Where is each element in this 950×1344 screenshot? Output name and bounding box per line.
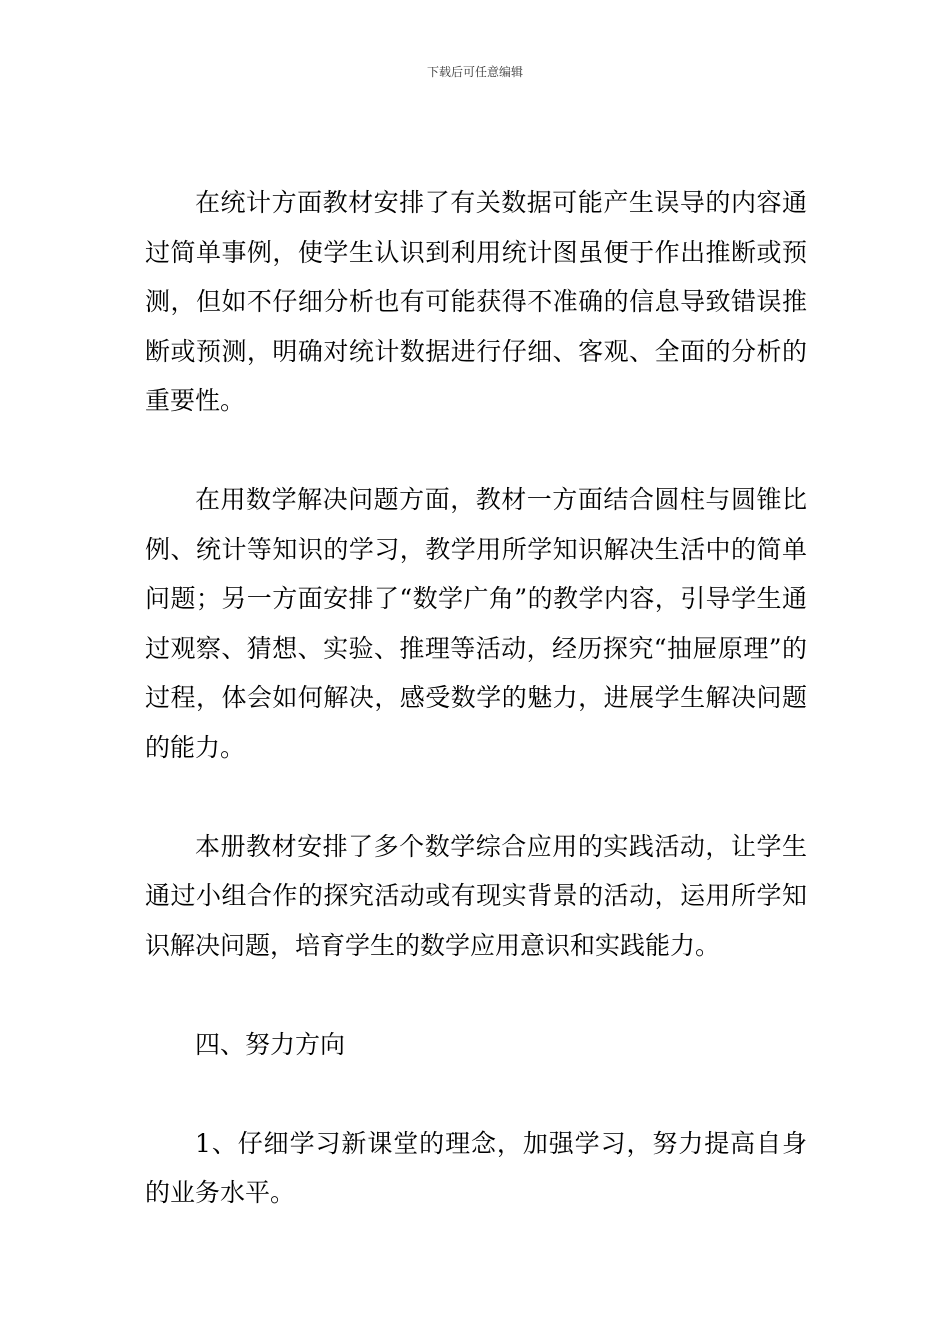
paragraph-practice-activities: 本册教材安排了多个数学综合应用的实践活动，让学生通过小组合作的探究活动或有现实背景的活动，运用所学知识解决问题，培育学生的数学应用意识和实践能力。 [145, 831, 807, 960]
paragraph-spacer [145, 970, 807, 1020]
document-body [145, 178, 807, 1218]
paragraph-spacer [145, 426, 807, 476]
page-header: 下载后可任意编辑 [426, 65, 523, 79]
paragraph-statistics: 在统计方面教材安排了有关数据可能产生误导的内容通过简单事例，使学生认识到利用统计图虽便于作出推断或预测，但如不仔细分析也有可能获得不准确的信息导致错误推断或预测，明确对统计数据进行仔细、客观、全面的分析的重要性。 [145, 188, 807, 415]
paragraph-spacer [145, 772, 807, 822]
paragraph-problem-solving: 在用数学解决问题方面，教材一方面结合圆柱与圆锥比例、统计等知识的学习，教学用所学知识解决生活中的简单问题；另一方面安排了“数学广角”的教学内容，引导学生通过观察、猜想、实验、推理等活动，经历探究“抽屉原理”的过程，体会如何解决，感受数学的魅力，进展学生解决问题的能力。 [145, 485, 807, 762]
section-heading: 四、努力方向 [195, 1029, 346, 1059]
paragraph-spacer [145, 1069, 807, 1119]
list-item: 1、仔细学习新课堂的理念，加强学习，努力提高自身的业务水平。 [145, 1128, 807, 1207]
